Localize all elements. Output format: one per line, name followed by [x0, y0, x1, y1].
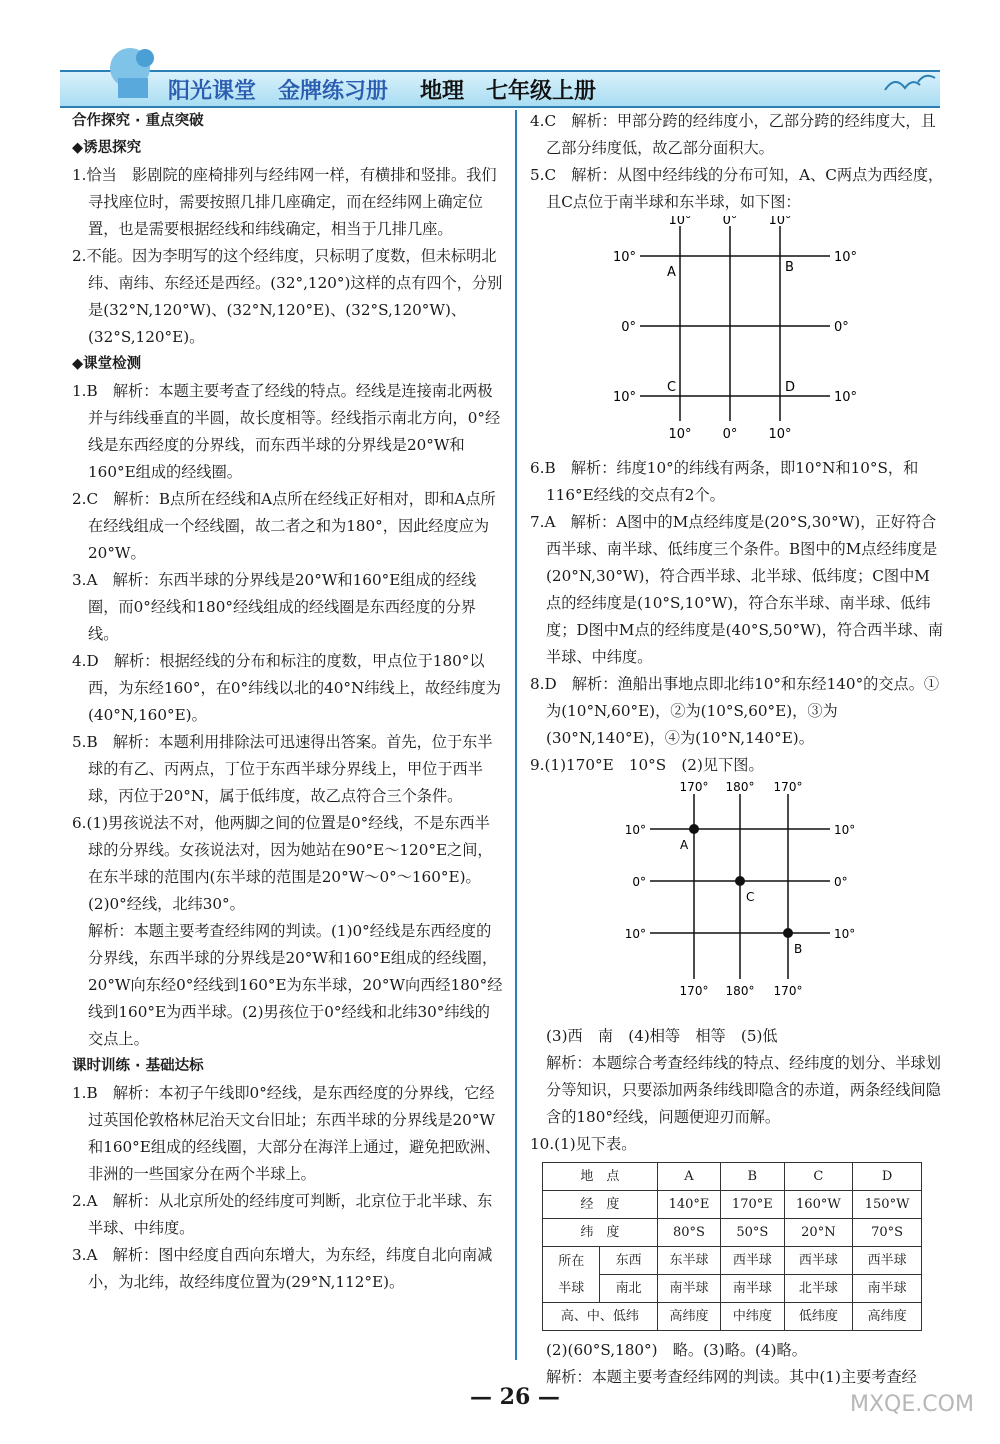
grid2-bottom-label: 180°	[725, 984, 755, 998]
answer-train-7: 7.A 解析：A图中的M点经纬度是(20°S,30°W)，正好符合西半球、南半球、低纬度三个条件。B图中的M点经纬度是(20°N,30°W)，符合西半球、北半球、低纬度；C图中M点的经纬度是(10°S,10°W)，符合东半球、南半球、低纬度；D图中M点的经纬度是(40°S,50°W)，符合西半球、南半球、中纬度。	[530, 513, 944, 666]
table-cell: 20°N	[784, 1219, 853, 1247]
answer-train-8: 8.D 解析：渔船出事地点即北纬10°和东经140°的交点。①为(10°N,60°E)，②为(10°S,60°E)，③为(30°N,140°E)，④为(10°N,140°E)。	[530, 675, 940, 747]
column-divider	[515, 110, 517, 1360]
watermark: MXQE.COM	[850, 1392, 974, 1417]
page-number: — 26 —	[470, 1384, 560, 1410]
table-cell: B	[721, 1163, 784, 1191]
table-row	[543, 1247, 922, 1275]
grid2-left-label: 10°	[624, 823, 646, 837]
grid1-right-label: 0°	[834, 320, 849, 335]
answer-train-10: 10.(1)见下表。	[530, 1135, 637, 1153]
grid1-bottom-label: 10°	[668, 427, 692, 442]
subsection-heading-explore: ◆诱思探究	[72, 140, 142, 156]
grid2-top-label: 170°	[679, 780, 709, 794]
table-row	[543, 1163, 922, 1191]
table-cell: 160°W	[784, 1191, 853, 1219]
grid1-bottom-label: 0°	[722, 427, 738, 442]
mascot-logo-icon	[100, 40, 170, 100]
table-cell: 70°S	[853, 1219, 922, 1247]
analysis-train-9: 解析：本题综合考查经纬线的特点、经纬度的划分、半球划分等知识，只要添加两条纬线即隐含的赤道，两条经线间隐含的180°经线，问题便迎刃而解。	[546, 1054, 941, 1126]
grid2-top-label: 180°	[725, 780, 755, 794]
table-cell: 高、中、低纬	[543, 1303, 658, 1331]
grid1-left-label: 10°	[612, 390, 636, 405]
answer-check-2: 2.C 解析：B点所在经线和A点所在经线正好相对，即和A点所在经线组成一个经线圈，故二者之和为180°，因此经度应为20°W。	[72, 490, 496, 562]
grid2-point-a	[689, 824, 699, 834]
table-cell: 南半球	[657, 1275, 720, 1303]
table-cell: 经 度	[543, 1191, 658, 1219]
book-subject: 地理 七年级上册	[420, 78, 597, 104]
grid2-point-label: A	[680, 838, 689, 852]
section-heading-training: 课时训练 · 基础达标	[72, 1058, 204, 1074]
table-cell: 所在 半球	[543, 1247, 600, 1303]
analysis-train-10: 解析：本题主要考查经纬网的判读。其中(1)主要考查经	[546, 1368, 917, 1386]
left-column	[72, 108, 504, 1296]
grid2-point-c	[735, 876, 745, 886]
answer-train-2: 2.A 解析：从北京所处的经纬度可判断，北京位于北半球、东半球、中纬度。	[72, 1192, 493, 1237]
grid2-right-label: 0°	[834, 875, 848, 889]
grid2-point-label: C	[746, 890, 755, 904]
table-cell: 150°W	[853, 1191, 922, 1219]
answer-train-1: 1.B 解析：本初子午线即0°经线，是东西经度的分界线，它经过英国伦敦格林尼治天文台旧址；东西半球的分界线是20°W和160°E组成的经线圈，大部分在海洋上通过，避免把欧洲、非洲的一些国家分在两个半球上。	[72, 1084, 501, 1183]
answer-check-3: 3.A 解析：东西半球的分界线是20°W和160°E组成的经线圈，而0°经线和180°经线组成的经线圈是东西经度的分界线。	[72, 571, 477, 643]
grid-diagram-q5	[530, 216, 944, 446]
birds-icon	[880, 70, 940, 100]
book-series-title: 阳光课堂 金牌练习册	[168, 78, 389, 104]
analysis-check-6: 解析：本题主要考查经纬网的判读。(1)0°经线是东西经度的分界线，东西半球的分界线是20°W和160°E组成的经线圈，20°W向东经0°经线到160°E为东半球，20°W向西经180°经线到160°E为西半球。(2)男孩位于0°经线和北纬30°纬线的交点上。	[88, 922, 503, 1048]
grid2-bottom-label: 170°	[679, 984, 709, 998]
grid1-point-label: A	[667, 265, 676, 280]
subsection-heading-classcheck: ◆课堂检测	[72, 356, 142, 372]
table-cell: 南北	[600, 1275, 657, 1303]
answer-train-9: 9.(1)170°E 10°S (2)见下图。	[530, 756, 764, 774]
table-cell: C	[784, 1163, 853, 1191]
table-cell: 东半球	[657, 1247, 720, 1275]
grid1-left-label: 0°	[621, 320, 636, 335]
answer-table-q10	[542, 1162, 922, 1331]
table-cell: 西半球	[784, 1247, 853, 1275]
answer-train-6: 6.B 解析：纬度10°的纬线有两条，即10°N和10°S，和116°E经线的交点有2个。	[530, 459, 919, 504]
answer-explore-1: 1.恰当 影剧院的座椅排列与经纬网一样，有横排和竖排。我们寻找座位时，需要按照几排几座确定，而在经纬网上确定位置，也是需要根据经线和纬线确定，相当于几排几座。	[72, 166, 497, 238]
answer-check-5: 5.B 解析：本题利用排除法可迅速得出答案。首先，位于东半球的有乙、丙两点，丁位于东西半球分界线上，甲位于西半球，丙位于20°N，属于低纬度，故乙点符合三个条件。	[72, 733, 493, 805]
table-cell: 高纬度	[853, 1303, 922, 1331]
answer-check-6: 6.(1)男孩说法不对，他两脚之间的位置是0°经线，不是东西半球的分界线。女孩说法对，因为她站在90°E～120°E之间，在东半球的范围内(东半球的范围是20°W～0°～160°E)。(2)0°经线，北纬30°。	[72, 814, 493, 913]
table-row	[543, 1191, 922, 1219]
grid1-top-label: 0°	[722, 216, 738, 228]
grid1-top-label: 10°	[768, 216, 792, 228]
table-row	[543, 1219, 922, 1247]
table-cell: A	[657, 1163, 720, 1191]
grid2-left-label: 10°	[624, 927, 646, 941]
answer-check-1: 1.B 解析：本题主要考查了经线的特点。经线是连接南北两极并与纬线垂直的半圆，故长度相等。经线指示南北方向，0°经线是东西经度的分界线，而东西半球的分界线是20°W和160°E组成的经线圈。	[72, 382, 501, 481]
right-column	[530, 108, 944, 1391]
grid1-right-label: 10°	[834, 390, 858, 405]
table-cell: 低纬度	[784, 1303, 853, 1331]
table-cell: 地 点	[543, 1163, 658, 1191]
grid2-right-label: 10°	[834, 927, 856, 941]
answer-check-4: 4.D 解析：根据经线的分布和标注的度数，甲点位于180°以西，为东经160°，在0°纬线以北的40°N纬线上，故经纬度为(40°N,160°E)。	[72, 652, 501, 724]
answer-train-10-parts: (2)(60°S,180°) 略。(3)略。(4)略。	[546, 1341, 807, 1359]
table-cell: 中纬度	[721, 1303, 784, 1331]
table-row	[543, 1303, 922, 1331]
table-cell: 纬 度	[543, 1219, 658, 1247]
grid2-bottom-label: 170°	[773, 984, 803, 998]
grid1-bottom-label: 10°	[768, 427, 792, 442]
table-cell: D	[853, 1163, 922, 1191]
table-cell: 80°S	[657, 1219, 720, 1247]
table-cell: 高纬度	[657, 1303, 720, 1331]
grid2-top-label: 170°	[773, 780, 803, 794]
answer-train-4: 4.C 解析：甲部分跨的经纬度小，乙部分跨的经纬度大，且乙部分纬度低，故乙部分面积大。	[530, 112, 936, 157]
table-cell: 140°E	[657, 1191, 720, 1219]
grid1-left-label: 10°	[612, 250, 636, 265]
grid2-point-label: B	[794, 942, 803, 956]
grid1-right-label: 10°	[834, 250, 858, 265]
table-cell: 南半球	[721, 1275, 784, 1303]
grid1-point-label: B	[785, 260, 794, 275]
grid-diagram-q9	[530, 779, 944, 1014]
table-row	[543, 1275, 922, 1303]
answer-train-5: 5.C 解析：从图中经纬线的分布可知，A、C两点为西经度，且C点位于南半球和东半球，如下图：	[530, 166, 944, 211]
table-cell: 北半球	[784, 1275, 853, 1303]
table-cell: 西半球	[721, 1247, 784, 1275]
table-cell: 南半球	[853, 1275, 922, 1303]
grid1-top-label: 10°	[668, 216, 692, 228]
answer-train-3: 3.A 解析：图中经度自西向东增大，为东经，纬度自北向南减小，为北纬，故经纬度位置为(29°N,112°E)。	[72, 1246, 493, 1291]
grid2-point-b	[783, 928, 793, 938]
table-cell: 170°E	[721, 1191, 784, 1219]
section-heading-cooperative: 合作探究 · 重点突破	[72, 113, 204, 129]
table-cell: 西半球	[853, 1247, 922, 1275]
grid1-point-label: D	[785, 380, 796, 395]
grid2-left-label: 0°	[632, 875, 646, 889]
answer-train-9-parts: (3)西 南 (4)相等 相等 (5)低	[546, 1027, 778, 1045]
answer-explore-2: 2.不能。因为李明写的这个经纬度，只标明了度数，但未标明北纬、南纬、东经还是西经。(32°,120°)这样的点有四个，分别是(32°N,120°W)、(32°N,120°E)、(32°S,120°W)、(32°S,120°E)。	[72, 247, 503, 346]
table-cell: 50°S	[721, 1219, 784, 1247]
table-cell: 东西	[600, 1247, 657, 1275]
grid2-right-label: 10°	[834, 823, 856, 837]
page-header	[60, 30, 940, 102]
grid1-point-label: C	[667, 380, 677, 395]
